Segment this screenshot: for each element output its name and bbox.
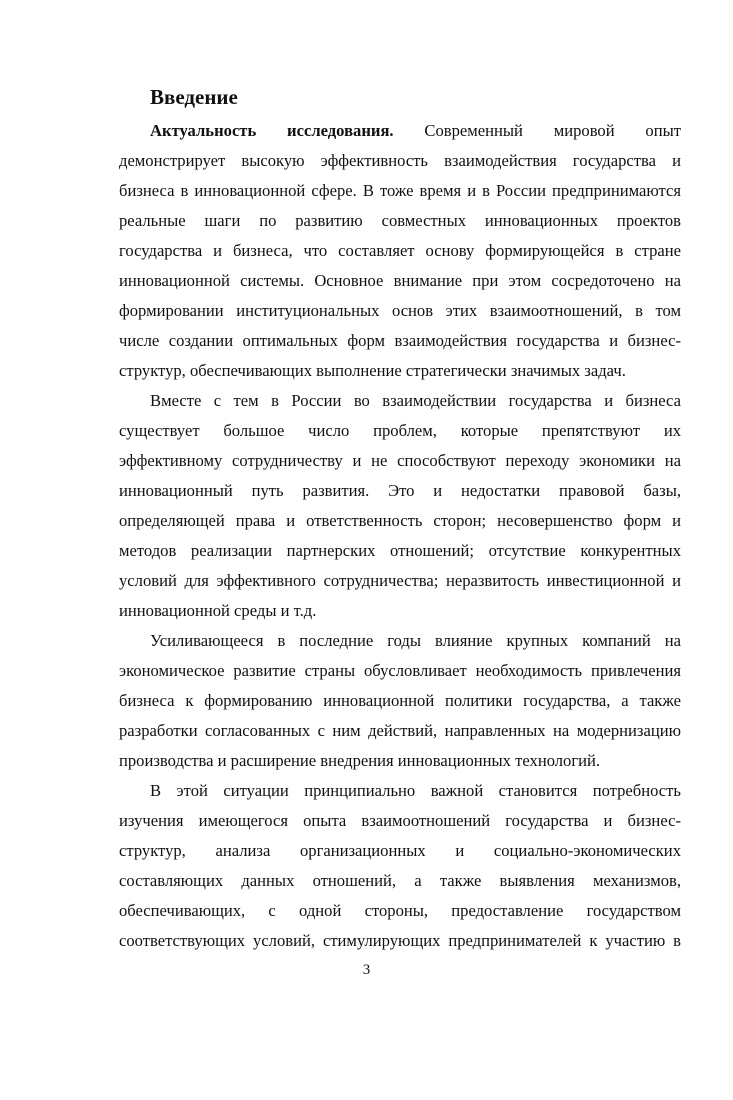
page-number: 3 xyxy=(362,962,371,978)
paragraph-line: Вместе с тем в России во взаимодействии государства и бизнеса xyxy=(150,391,681,410)
paragraph-line: числе создании оптимальных форм взаимодействия государства и бизнес- xyxy=(119,331,681,350)
section-heading: Введение xyxy=(150,85,238,109)
paragraph-line: формировании институциональных основ этих взаимоотношений, в том xyxy=(119,301,681,320)
paragraph-line: условий для эффективного сотрудничества; неразвитость инвестиционной и xyxy=(119,571,681,590)
paragraph-line: определяющей права и ответственность сторон; несовершенство форм и xyxy=(119,511,681,530)
paragraph-line: обеспечивающих, с одной стороны, предоставление государством xyxy=(119,901,681,920)
paragraph-line: государства и бизнеса, что составляет основу формирующейся в стране xyxy=(119,241,681,260)
paragraph-line: структур, обеспечивающих выполнение стратегически значимых задач. xyxy=(119,361,626,380)
paragraph-line: изучения имеющегося опыта взаимоотношений государства и бизнес- xyxy=(119,811,681,830)
paragraph-line: реальные шаги по развитию совместных инновационных проектов xyxy=(119,211,681,230)
paragraph-line: демонстрирует высокую эффективность взаимодействия государства и xyxy=(119,151,681,170)
paragraph-line: экономическое развитие страны обусловливает необходимость привлечения xyxy=(119,661,681,680)
paragraph-line: Усиливающееся в последние годы влияние крупных компаний на xyxy=(150,631,681,650)
paragraph-line: составляющих данных отношений, а также выявления механизмов, xyxy=(119,871,681,890)
paragraph-line: эффективному сотрудничеству и не способствуют переходу экономики на xyxy=(119,451,681,470)
paragraph-line: производства и расширение внедрения инновационных технологий. xyxy=(119,751,601,770)
paragraph-line: разработки согласованных с ним действий, направленных на модернизацию xyxy=(119,721,681,740)
paragraph-line: инновационной системы. Основное внимание при этом сосредоточено на xyxy=(119,271,681,290)
paragraph-line: методов реализации партнерских отношений; отсутствие конкурентных xyxy=(119,541,681,560)
paragraph-line xyxy=(150,116,681,146)
paragraph-line: бизнеса к формированию инновационной политики государства, а также xyxy=(119,691,681,710)
paragraph-line: В этой ситуации принципиально важной становится потребность xyxy=(150,781,681,800)
paragraph-line: существует большое число проблем, которые препятствуют их xyxy=(119,421,681,440)
bold-lead-text: Актуальность исследования. xyxy=(150,121,394,140)
paragraph-line: инновационной среды и т.д. xyxy=(119,601,317,620)
paragraph-line: соответствующих условий, стимулирующих предпринимателей к участию в xyxy=(119,931,681,950)
paragraph-line: структур, анализа организационных и социально-экономических xyxy=(119,841,681,860)
paragraph-line: инновационный путь развития. Это и недостатки правовой базы, xyxy=(119,481,681,500)
paragraph-line: бизнеса в инновационной сфере. В тоже время и в России предпринимаются xyxy=(119,181,681,200)
line-text: Современный мировой опыт xyxy=(424,121,681,140)
